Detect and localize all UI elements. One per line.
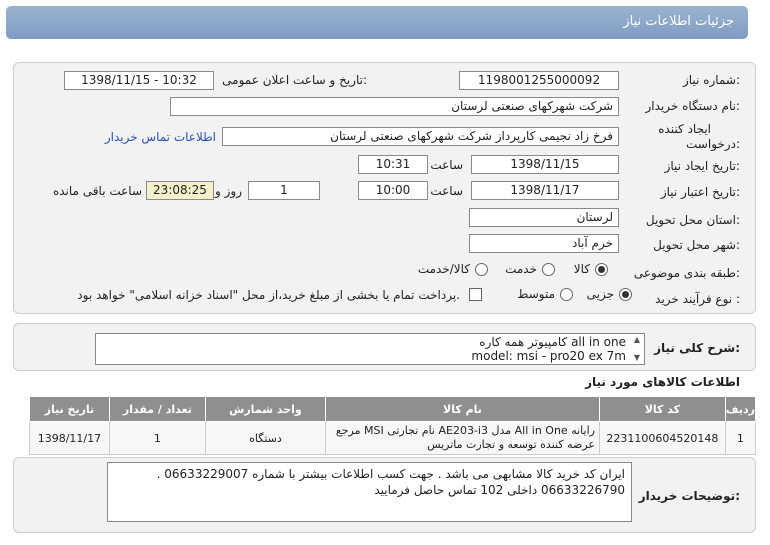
row-date: 1398/11/17 (30, 422, 110, 455)
creator-field: فرخ زاد نجیمی کارپرداز شرکت شهرکهای صنعتی لرستان (222, 127, 619, 146)
create-time-label: ساعت (430, 158, 463, 172)
validity-time-label: ساعت (430, 184, 463, 198)
validity-date-field: 1398/11/17 (471, 181, 619, 200)
category-service-label: خدمت (505, 262, 537, 276)
row-qty: 1 (109, 422, 205, 455)
textarea-scroll-icon[interactable]: ▲ ▼ (633, 335, 641, 362)
create-date-label: تاریخ ایجاد نیاز: (664, 159, 740, 173)
payment-note: پرداخت تمام یا بخشی از مبلغ خرید،از محل "اسناد خزانه اسلامی" خواهد بود. (77, 288, 460, 302)
notes-box: ایران کد خرید کالا مشابهی می باشد . جهت کسب اطلاعات بیشتر با شماره 06633229007 . 06633226790 داخلی 102 تماس حاصل فرمایید (107, 462, 632, 522)
col-date: تاریخ نیاز (30, 397, 110, 422)
days-field: 1 (248, 181, 320, 200)
city-label: شهر محل تحویل: (653, 238, 740, 252)
creator-label-1: ایجاد کننده (658, 122, 711, 136)
goods-table-header (30, 397, 756, 422)
page-header (6, 6, 748, 39)
category-both-label: کالا/خدمت (417, 262, 470, 276)
create-date-field: 1398/11/15 (471, 155, 619, 174)
province-label: استان محل تحویل: (645, 213, 740, 227)
need-number-label: شماره نیاز: (682, 73, 740, 87)
creator-label-2: درخواست: (686, 137, 740, 151)
row-unit: دستگاه (205, 422, 325, 455)
description-label: شرح کلی نیاز: (654, 341, 740, 355)
category-label: طبقه بندی موضوعی: (633, 266, 740, 280)
row-name: رایانه All in One مدل AE203-i3 نام تجارتی MSI مرجع عرضه کننده توسعه و تجارت ماتریس (325, 422, 599, 455)
description-line-1: کامپیوتر همه کاره all in one (479, 335, 626, 349)
col-index: ردیف (725, 397, 755, 422)
goods-section-title: اطلاعات کالاهای مورد نیاز (585, 375, 740, 389)
description-line-2: model: msi - pro20 ex 7m (471, 349, 626, 363)
description-textarea[interactable] (95, 333, 645, 365)
validity-label: تاریخ اعتبار نیاز: (660, 185, 740, 199)
treasury-checkbox[interactable] (469, 288, 482, 301)
announce-label: تاریخ و ساعت اعلان عمومی: (222, 73, 367, 87)
process-minor-label: جزیی (586, 287, 614, 301)
category-goods-label: کالا (573, 262, 590, 276)
remaining-time-field: 23:08:25 (146, 181, 214, 200)
process-minor-radio[interactable] (619, 288, 632, 301)
province-field: لرستان (469, 208, 619, 227)
page-title: جزئیات اطلاعات نیاز (623, 14, 734, 29)
validity-time-field: 10:00 (358, 181, 428, 200)
city-field: خرم آباد (469, 234, 619, 253)
process-medium-radio[interactable] (560, 288, 573, 301)
col-name: نام کالا (325, 397, 599, 422)
table-row[interactable] (30, 422, 756, 455)
goods-table (29, 396, 756, 455)
row-index: 1 (725, 422, 755, 455)
process-label: نوع فرآیند خرید : (655, 292, 740, 306)
buyer-org-field: شرکت شهرکهای صنعتی لرستان (170, 97, 619, 116)
need-number-field: 1198001255000092 (459, 71, 619, 90)
col-code: کد کالا (599, 397, 725, 422)
notes-label: توضیحات خریدار: (638, 489, 740, 503)
col-unit: واحد شمارش (205, 397, 325, 422)
days-label: روز و (215, 184, 242, 198)
announce-field: 1398/11/15 - 10:32 (64, 71, 214, 90)
category-goods-radio[interactable] (595, 263, 608, 276)
create-time-field: 10:31 (358, 155, 428, 174)
buyer-contact-link[interactable]: اطلاعات تماس خریدار (104, 130, 216, 144)
category-service-radio[interactable] (542, 263, 555, 276)
row-code: 2231100604520148 (599, 422, 725, 455)
remaining-label: ساعت باقی مانده (52, 184, 142, 198)
category-both-radio[interactable] (475, 263, 488, 276)
col-qty: تعداد / مقدار (109, 397, 205, 422)
buyer-org-label: نام دستگاه خریدار: (645, 99, 740, 113)
process-medium-label: متوسط (517, 287, 555, 301)
